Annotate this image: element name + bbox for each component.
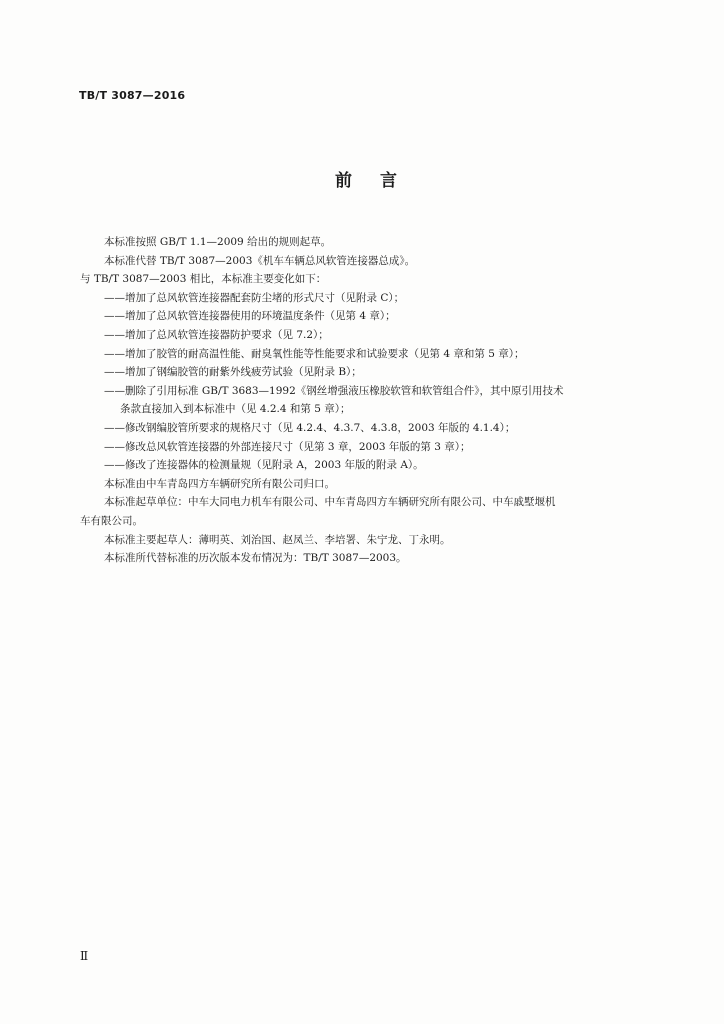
page-title: 前言 bbox=[335, 171, 425, 191]
change-item: ——增加了钢编胶管的耐紫外线疲劳试验（见附录 B）； bbox=[104, 366, 362, 379]
foreword-body bbox=[80, 233, 660, 568]
paragraph-drafting-units-continuation: 车有限公司。 bbox=[80, 514, 143, 527]
page-number: Ⅱ bbox=[80, 949, 89, 963]
document-code-header: TB/T 3087—2016 bbox=[79, 89, 186, 102]
paragraph-drafting-units: 本标准起草单位：中车大同电力机车有限公司、中车青岛四方车辆研究所有限公司、中车戚墅堰机 bbox=[104, 496, 556, 509]
change-item: ——增加了总风软管连接器配套防尘堵的形式尺寸（见附录 C）； bbox=[104, 291, 405, 304]
change-item: ——删除了引用标准 GB/T 3683—1992《钢丝增强液压橡胶软管和软管组合件》，其中原引用技术 bbox=[104, 384, 564, 397]
change-item: ——修改总风软管连接器的外部连接尺寸（见第 3 章，2003 年版的第 3 章）； bbox=[104, 440, 471, 453]
change-item: ——增加了总风软管连接器防护要求（见 7.2）； bbox=[104, 328, 329, 341]
paragraph-drafting-rules: 本标准按照 GB/T 1.1—2009 给出的规则起草。 bbox=[104, 236, 332, 248]
change-item: ——增加了总风软管连接器使用的环境温度条件（见第 4 章）； bbox=[104, 310, 396, 323]
change-item: ——增加了胶管的耐高温性能、耐臭氧性能等性能要求和试验要求（见第 4 章和第 5 章）； bbox=[104, 347, 525, 360]
change-item-continuation: 条款直接加入到本标准中（见 4.2.4 和第 5 章）； bbox=[120, 403, 351, 416]
paragraph-previous-editions: 本标准所代替标准的历次版本发布情况为：TB/T 3087—2003。 bbox=[104, 552, 407, 565]
change-item: ——修改了连接器体的检测量规（见附录 A，2003 年版的附录 A）。 bbox=[104, 459, 424, 472]
paragraph-changes-intro: 与 TB/T 3087—2003 相比，本标准主要变化如下： bbox=[80, 273, 327, 286]
paragraph-drafters: 本标准主要起草人：薄明英、刘治国、赵凤兰、李培署、朱宁龙、丁永明。 bbox=[104, 533, 451, 546]
change-item: ——修改钢编胶管所要求的规格尺寸（见 4.2.4、4.3.7、4.3.8，2003 年版的 4.1.4）； bbox=[104, 421, 516, 434]
paragraph-replaces: 本标准代替 TB/T 3087—2003《机车车辆总风软管连接器总成》。 bbox=[104, 254, 416, 267]
paragraph-centralized-by: 本标准由中车青岛四方车辆研究所有限公司归口。 bbox=[104, 477, 335, 490]
